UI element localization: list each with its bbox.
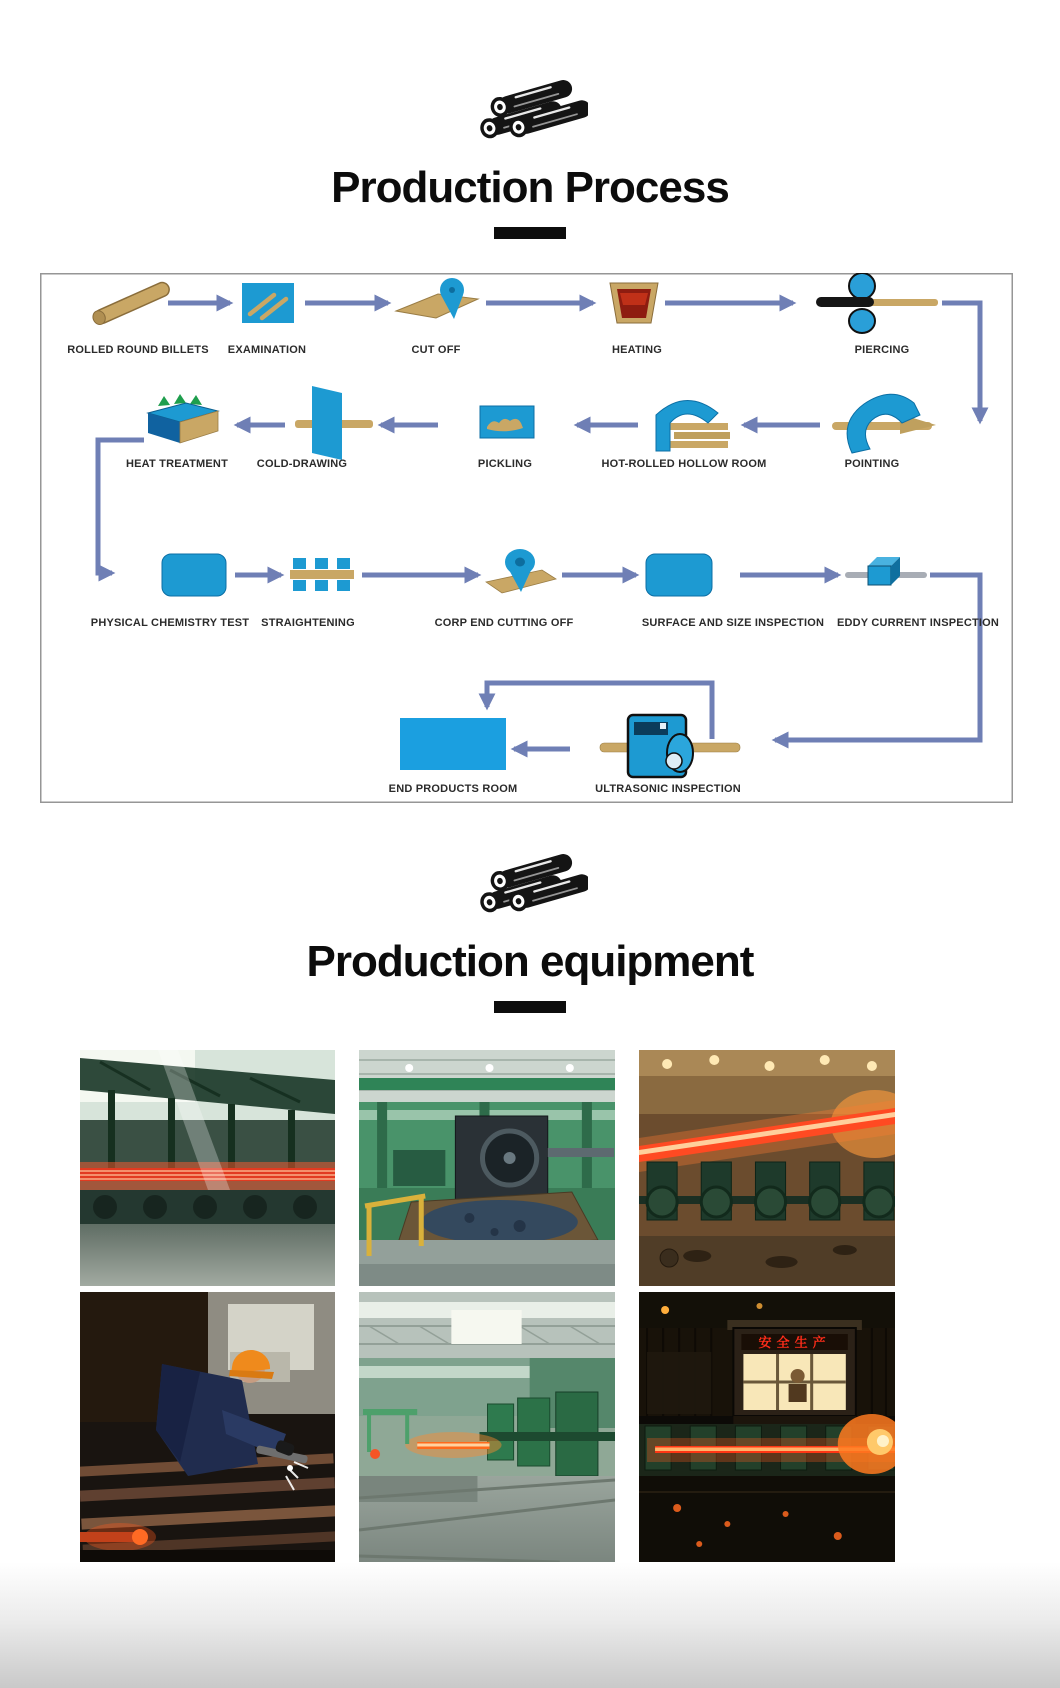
steel-pipes-icon <box>472 846 588 933</box>
step-label: CUT OFF <box>411 344 461 356</box>
step-label: POINTING <box>844 458 900 470</box>
inspection-panel-icon <box>646 554 712 596</box>
step-label: END PRODUCTS ROOM <box>388 783 518 795</box>
step-label: PIERCING <box>854 344 910 356</box>
step-label: HEATING <box>611 344 663 356</box>
step-label: HOT-ROLLED HOLLOW ROOM <box>601 458 767 470</box>
pipe-finishing-worker-photo <box>80 1292 335 1564</box>
step-label: CORP END CUTTING OFF <box>434 617 574 629</box>
step-label: PHYSICAL CHEMISTRY TEST <box>90 617 250 629</box>
bottom-fade-gradient <box>0 1562 1060 1688</box>
production-process-diagram <box>40 273 1013 803</box>
pickling-bath-icon <box>480 406 534 438</box>
piercing-mill-machine-photo <box>359 1050 615 1286</box>
step-label: PICKLING <box>477 458 533 470</box>
equipment-section-header <box>0 846 1060 1013</box>
title-underline-bar <box>494 1001 566 1013</box>
process-section-header <box>0 72 1060 239</box>
step-label: SURFACE AND SIZE INSPECTION <box>641 617 825 629</box>
night-line-control-cabin-photo <box>639 1292 895 1564</box>
step-label: STRAIGHTENING <box>261 617 355 629</box>
flowchart-svg <box>40 273 1013 803</box>
end-products-room-icon <box>400 718 506 770</box>
steel-pipes-icon <box>472 72 588 159</box>
step-label: EDDY CURRENT INSPECTION <box>836 617 1000 629</box>
test-panel-icon <box>162 554 226 596</box>
equipment-section-title: Production equipment <box>306 937 754 986</box>
step-label: HEAT TREATMENT <box>126 458 228 470</box>
step-label: ULTRASONIC INSPECTION <box>595 783 741 795</box>
examination-box-icon <box>242 283 294 323</box>
step-label: COLD-DRAWING <box>256 458 348 470</box>
step-label: ROLLED ROUND BILLETS <box>67 344 209 356</box>
safety-sign-text: 安全生产 <box>758 1335 831 1350</box>
title-underline-bar <box>494 227 566 239</box>
heating-furnace-icon <box>610 283 658 323</box>
hot-rolling-line-photo <box>639 1050 895 1286</box>
cooling-bed-hot-billets-photo <box>80 1050 335 1286</box>
process-section-title: Production Process <box>331 163 729 212</box>
tube-mill-line-photo <box>359 1292 615 1562</box>
straightening-rolls-icon <box>290 558 354 591</box>
step-label: EXAMINATION <box>227 344 307 356</box>
